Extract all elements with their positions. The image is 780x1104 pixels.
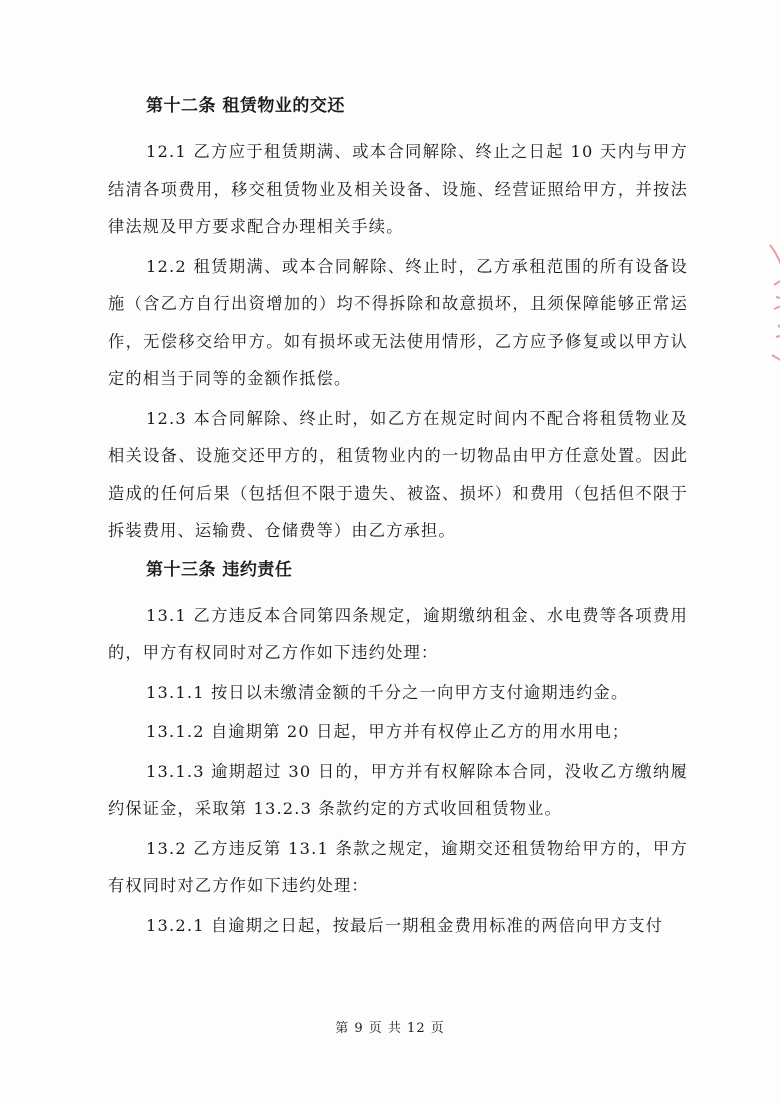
section-heading: 第十三条 违约责任	[146, 559, 293, 580]
section-heading: 第十二条 租赁物业的交还	[146, 96, 345, 116]
clause-13-2-1: 13.2.1 自逾期之日起，按最后一期租金费用标准的两倍向甲方支付	[146, 915, 664, 935]
document-body	[108, 92, 688, 946]
clause-13-1: 13.1 乙方违反本合同第四条规定，逾期缴纳租金、水电费等各项费用的，甲方有权同时对乙方作如下违约处理：	[108, 605, 688, 662]
page-number-footer: 第 9 页 共 12 页	[335, 1021, 445, 1036]
clause-13-1-1: 13.1.1 按日以未缴清金额的千分之一向甲方支付逾期违约金。	[146, 682, 629, 702]
clause-13-2: 13.2 乙方违反第 13.1 条款之规定，逾期交还租赁物给甲方的，甲方有权同时对乙方作如下违约处理：	[108, 838, 688, 895]
seal-stamp-icon	[756, 225, 780, 385]
clause-12-1: 12.1 乙方应于租赁期满、或本合同解除、终止之日起 10 天内与甲方结清各项费用，移交租赁物业及相关设备、设施、经营证照给甲方，并按法律法规及甲方要求配合办理相关手续。	[108, 142, 688, 236]
clause-13-1-2: 13.1.2 自逾期第 20 日起，甲方并有权停止乙方的用水用电；	[146, 722, 630, 741]
clause-12-3: 12.3 本合同解除、终止时，如乙方在规定时间内不配合将租赁物业及相关设备、设施交还甲方的，租赁物业内的一切物品由甲方任意处置。因此造成的任何后果（包括但不限于遗失、被盗、损坏）和费用（包括但不限于拆装费用、运输费、仓储费等）由乙方承担。	[108, 408, 688, 540]
clause-13-1-3: 13.1.3 逾期超过 30 日的，甲方并有权解除本合同，没收乙方缴纳履约保证金，采取第 13.2.3 条款约定的方式收回租赁物业。	[108, 761, 688, 818]
clause-12-2: 12.2 租赁期满、或本合同解除、终止时，乙方承租范围的所有设备设施（含乙方自行出资增加的）均不得拆除和故意损坏，且须保障能够正常运作，无偿移交给甲方。如有损坏或无法使用情形，乙方应予修复或以甲方认定的相当于同等的金额作抵偿。	[108, 256, 688, 388]
